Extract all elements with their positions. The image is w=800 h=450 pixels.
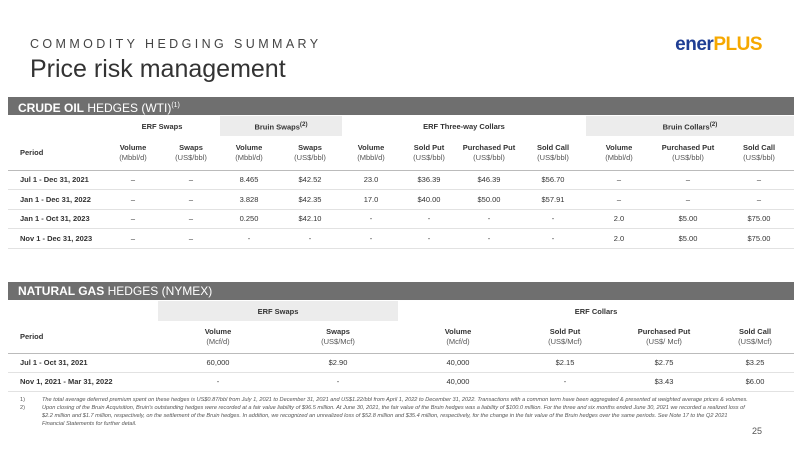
value-cell: - xyxy=(518,372,612,391)
value-cell: – xyxy=(104,190,162,210)
crude-section-bold: CRUDE OIL xyxy=(18,101,84,115)
column-header xyxy=(220,136,278,170)
group-erf-swaps: ERF Swaps xyxy=(141,121,183,131)
column-header-unit: (Mbbl/d) xyxy=(235,152,263,162)
value-cell: $42.52 xyxy=(278,170,342,190)
column-header-name: Purchased Put xyxy=(661,142,715,152)
column-header-name: Sold Call xyxy=(738,326,772,336)
column-header-name: Swaps xyxy=(298,142,322,152)
table-row xyxy=(8,190,794,210)
column-header-name: Purchased Put xyxy=(637,326,691,336)
column-header-unit: (US$/bbl) xyxy=(175,152,207,162)
value-cell: – xyxy=(162,170,220,190)
column-header-name: Volume xyxy=(444,326,472,336)
value-cell: $2.75 xyxy=(612,353,716,372)
column-header xyxy=(652,136,724,170)
column-header-name: Sold Put xyxy=(549,326,581,336)
group-bruin-swaps-label: Bruin Swaps xyxy=(254,122,300,132)
column-header xyxy=(520,136,586,170)
column-header-unit: (US$/bbl) xyxy=(294,152,326,162)
value-cell: 40,000 xyxy=(398,372,518,391)
column-header-unit: (US$/bbl) xyxy=(413,152,445,162)
column-header xyxy=(342,136,400,170)
table-row xyxy=(8,209,794,229)
value-cell: – xyxy=(104,209,162,229)
crude-section-rest: HEDGES (WTI) xyxy=(84,101,172,115)
value-cell: – xyxy=(586,170,652,190)
column-header-unit: (US$/Mcf) xyxy=(738,336,772,346)
value-cell: 23.0 xyxy=(342,170,400,190)
column-header xyxy=(518,321,612,353)
column-header xyxy=(586,136,652,170)
value-cell: – xyxy=(652,190,724,210)
footnotes xyxy=(20,396,750,428)
column-header-unit: (Mcf/d) xyxy=(446,336,470,346)
natural-gas-section-header xyxy=(8,282,794,300)
column-header xyxy=(612,321,716,353)
logo-part1: ener xyxy=(675,34,714,55)
period-cell: Jul 1 - Dec 31, 2021 xyxy=(8,170,104,190)
value-cell: - xyxy=(342,229,400,249)
value-cell: $46.39 xyxy=(458,170,520,190)
value-cell: $2.15 xyxy=(518,353,612,372)
value-cell: – xyxy=(724,190,794,210)
gas-group-erf-collars: ERF Collars xyxy=(574,306,618,316)
footnote xyxy=(20,404,750,428)
column-header xyxy=(458,136,520,170)
column-header-unit: (Mbbl/d) xyxy=(119,152,147,162)
table-row xyxy=(8,372,794,391)
group-bruin-swaps xyxy=(220,116,342,136)
column-header-unit: (Mbbl/d) xyxy=(605,152,633,162)
value-cell: - xyxy=(342,209,400,229)
footnote-number: 1) xyxy=(20,397,25,403)
group-bruin-collars-label: Bruin Collars xyxy=(662,122,710,132)
crude-oil-section-header xyxy=(8,97,794,115)
value-cell: – xyxy=(586,190,652,210)
column-header-name: Sold Call xyxy=(742,142,776,152)
column-header xyxy=(278,136,342,170)
column-header xyxy=(162,136,220,170)
column-header-name: Volume xyxy=(357,142,385,152)
value-cell: - xyxy=(520,209,586,229)
column-header-unit: (US$/bbl) xyxy=(537,152,569,162)
value-cell: 3.828 xyxy=(220,190,278,210)
value-cell: - xyxy=(158,372,278,391)
value-cell: 8.465 xyxy=(220,170,278,190)
column-header-name: Sold Call xyxy=(536,142,570,152)
column-header-unit: (Mbbl/d) xyxy=(357,152,385,162)
column-header-name: Volume xyxy=(605,142,633,152)
value-cell: - xyxy=(278,229,342,249)
value-cell: - xyxy=(458,229,520,249)
table-row xyxy=(8,170,794,190)
column-header xyxy=(398,321,518,353)
group-bruin-collars xyxy=(586,116,794,136)
value-cell: - xyxy=(220,229,278,249)
column-header-name: Volume xyxy=(204,326,232,336)
value-cell: $50.00 xyxy=(458,190,520,210)
column-header-unit: (US$/bbl) xyxy=(672,152,704,162)
footnote xyxy=(20,396,750,404)
value-cell: $36.39 xyxy=(400,170,458,190)
column-header xyxy=(278,321,398,353)
footnote-text: Upon closing of the Bruin Acquisition, Bruin's outstanding hedges were recorded at a fair value liability of $96.5 million. At June 30, 2021, the fair value of the Bruin hedges was a liability of $100.0 million. For the three and six months ended June 30, 2021 we recorded a realized loss of $2.2 million and $1.7 million, respectively, on the settlement of the Bruin hedges. In addition, we recognized an unrealized loss of $52.8 million and $35.4 million, respectively, for the change in the fair value of the Bruin hedges over the same periods. See Note 17 to the Q2 2021 Financial Statements for further detail. xyxy=(42,405,745,427)
natural-gas-hedges-table xyxy=(8,301,794,392)
value-cell: $42.10 xyxy=(278,209,342,229)
value-cell: $75.00 xyxy=(724,209,794,229)
value-cell: $2.90 xyxy=(278,353,398,372)
period-cell: Jan 1 - Dec 31, 2022 xyxy=(8,190,104,210)
period-cell: Nov 1, 2021 - Mar 31, 2022 xyxy=(8,372,158,391)
value-cell: $56.70 xyxy=(520,170,586,190)
table-row xyxy=(8,229,794,249)
value-cell: $75.00 xyxy=(724,229,794,249)
value-cell: - xyxy=(458,209,520,229)
column-header-name: Volume xyxy=(119,142,147,152)
column-header-name: Purchased Put xyxy=(462,142,516,152)
value-cell: $40.00 xyxy=(400,190,458,210)
crude-section-sup: (1) xyxy=(171,102,180,109)
column-header xyxy=(104,136,162,170)
value-cell: 2.0 xyxy=(586,229,652,249)
group-erf-collars: ERF Three-way Collars xyxy=(423,121,505,131)
period-cell: Jul 1 - Oct 31, 2021 xyxy=(8,353,158,372)
crude-oil-hedges-table xyxy=(8,116,794,249)
value-cell: – xyxy=(652,170,724,190)
page-title: Price risk management xyxy=(30,55,286,83)
group-bruin-collars-sup: (2) xyxy=(709,120,718,128)
period-header: Period xyxy=(20,147,44,157)
value-cell: – xyxy=(162,190,220,210)
logo-part2: PLUS xyxy=(713,34,762,55)
value-cell: $57.91 xyxy=(520,190,586,210)
gas-period-header: Period xyxy=(20,331,44,341)
value-cell: - xyxy=(278,372,398,391)
column-header xyxy=(158,321,278,353)
value-cell: – xyxy=(104,229,162,249)
column-header-unit: (US$/bbl) xyxy=(473,152,505,162)
column-header xyxy=(716,321,794,353)
value-cell: - xyxy=(520,229,586,249)
column-header-name: Swaps xyxy=(326,326,350,336)
value-cell: $3.43 xyxy=(612,372,716,391)
table-row xyxy=(8,353,794,372)
value-cell: 60,000 xyxy=(158,353,278,372)
column-header xyxy=(400,136,458,170)
value-cell: – xyxy=(162,209,220,229)
column-header-name: Sold Put xyxy=(413,142,445,152)
column-header-unit: (US$/Mcf) xyxy=(321,336,355,346)
value-cell: 40,000 xyxy=(398,353,518,372)
period-cell: Jan 1 - Oct 31, 2023 xyxy=(8,209,104,229)
column-header xyxy=(724,136,794,170)
value-cell: 17.0 xyxy=(342,190,400,210)
value-cell: – xyxy=(162,229,220,249)
value-cell: - xyxy=(400,229,458,249)
value-cell: $3.25 xyxy=(716,353,794,372)
logo xyxy=(675,34,762,56)
value-cell: $42.35 xyxy=(278,190,342,210)
footnote-text: The total average deferred premium spent on these hedges is US$0.87/bbl from July 1, 2021 to December 31, 2021 and US$1.22/bbl from April 1, 2022 to December 31, 2022. Transactions with a common term have been aggregated & presented at weighted average prices & volumes. xyxy=(42,397,748,403)
column-header-unit: (US$/ Mcf) xyxy=(646,336,682,346)
kicker: COMMODITY HEDGING SUMMARY xyxy=(30,37,322,51)
column-header-unit: (US$/Mcf) xyxy=(548,336,582,346)
gas-group-erf-swaps: ERF Swaps xyxy=(158,301,398,321)
column-header-unit: (US$/bbl) xyxy=(743,152,775,162)
gas-section-bold: NATURAL GAS xyxy=(18,284,105,298)
column-header-name: Volume xyxy=(235,142,263,152)
value-cell: $5.00 xyxy=(652,209,724,229)
group-bruin-swaps-sup: (2) xyxy=(299,120,308,128)
value-cell: 0.250 xyxy=(220,209,278,229)
value-cell: 2.0 xyxy=(586,209,652,229)
column-header-unit: (Mcf/d) xyxy=(206,336,230,346)
value-cell: $5.00 xyxy=(652,229,724,249)
value-cell: – xyxy=(724,170,794,190)
footnote-number: 2) xyxy=(20,405,25,411)
value-cell: $6.00 xyxy=(716,372,794,391)
value-cell: - xyxy=(400,209,458,229)
period-cell: Nov 1 - Dec 31, 2023 xyxy=(8,229,104,249)
gas-section-rest: HEDGES (NYMEX) xyxy=(104,284,213,298)
page-number: 25 xyxy=(751,426,762,436)
value-cell: – xyxy=(104,170,162,190)
column-header-name: Swaps xyxy=(179,142,203,152)
